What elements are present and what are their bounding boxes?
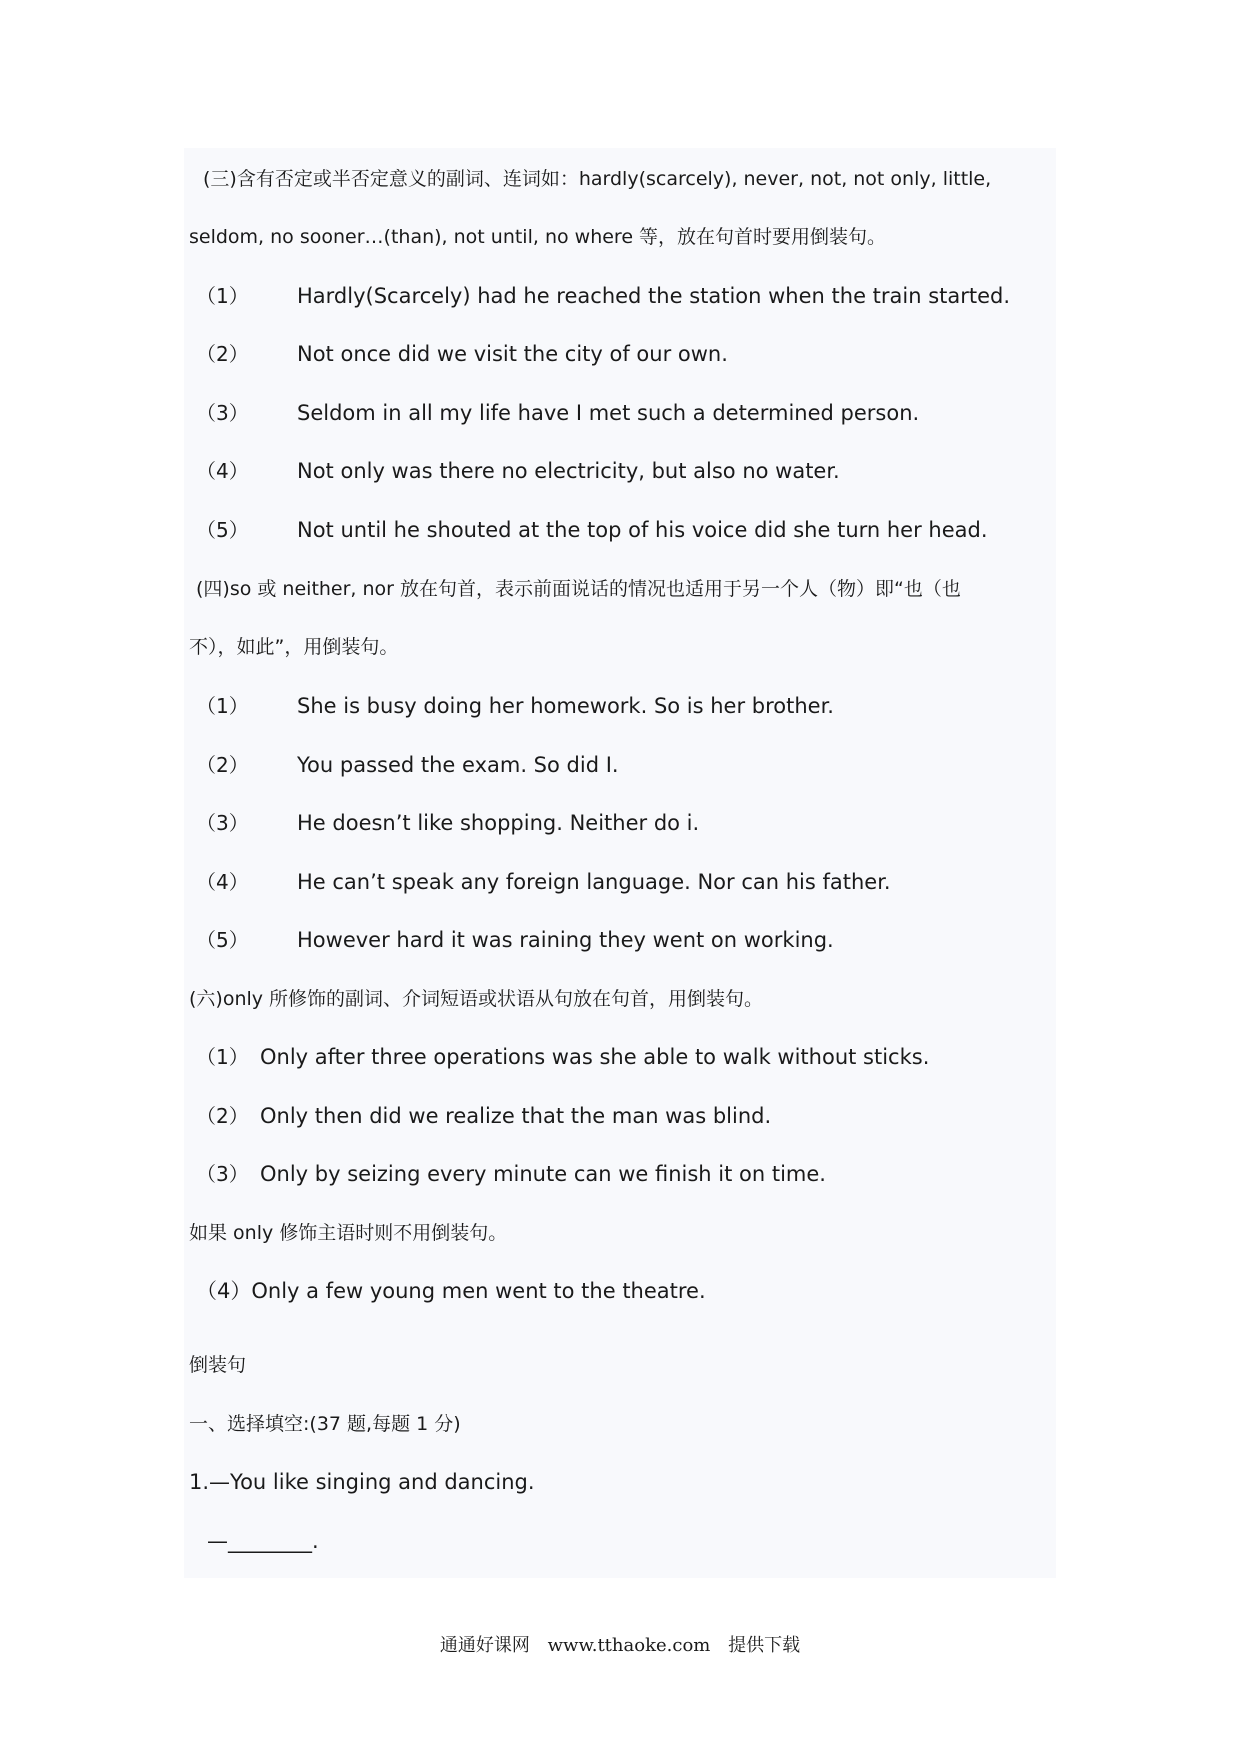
exercise-title: 倒装句: [189, 1354, 247, 1376]
only-subject-note: 如果 only 修饰主语时则不用倒装句。: [189, 1222, 508, 1244]
footer-download-text: 提供下载: [728, 1635, 801, 1656]
example-sentence: He can’t speak any foreign language. Nor can his father.: [297, 870, 891, 894]
example-number: （2）: [196, 753, 249, 777]
example-sentence: Only then did we realize that the man was blind.: [260, 1104, 772, 1128]
example-sentence: He doesn’t like shopping. Neither do i.: [297, 811, 700, 835]
example-number: （3）: [196, 401, 249, 425]
footer-url: www.tthaoke.com: [547, 1635, 711, 1656]
example-number: （5）: [196, 518, 249, 542]
example-number: （2）: [196, 1104, 249, 1128]
exercise-part-heading: 一、选择填空:(37 题,每题 1 分): [189, 1413, 461, 1435]
example-sentence-4: （4）Only a few young men went to the theatre.: [196, 1279, 706, 1303]
example-sentence: However hard it was raining they went on working.: [297, 928, 834, 952]
example-sentence: Only after three operations was she able to walk without sticks.: [260, 1045, 930, 1069]
example-number: （1）: [196, 694, 249, 718]
section3-heading-line1: (三)含有否定或半否定意义的副词、连词如：hardly(scarcely), never, not, not only, little,: [203, 168, 992, 190]
question-1-prompt: 1.—You like singing and dancing.: [189, 1470, 535, 1494]
example-sentence: Not until he shouted at the top of his voice did she turn her head.: [297, 518, 988, 542]
example-number: （5）: [196, 928, 249, 952]
section3-heading-line2: seldom, no sooner…(than), not until, no where 等，放在句首时要用倒装句。: [189, 226, 887, 248]
example-sentence: She is busy doing her homework. So is her brother.: [297, 694, 834, 718]
example-number: （4）: [196, 870, 249, 894]
example-sentence: You passed the exam. So did I.: [297, 753, 619, 777]
example-number: （3）: [196, 1162, 249, 1186]
example-sentence: Hardly(Scarcely) had he reached the station when the train started.: [297, 284, 1011, 308]
example-number: （1）: [196, 284, 249, 308]
section6-heading: (六)only 所修饰的副词、介词短语或状语从句放在句首，用倒装句。: [189, 988, 764, 1010]
example-sentence: Only by seizing every minute can we finish it on time.: [260, 1162, 826, 1186]
example-number: （2）: [196, 342, 249, 366]
section4-heading-line2: 不），如此”，用倒装句。: [189, 636, 399, 658]
example-sentence: Not once did we visit the city of our own.: [297, 342, 728, 366]
example-sentence: Seldom in all my life have I met such a determined person.: [297, 401, 920, 425]
page-footer: [0, 1633, 1240, 1659]
example-sentence: Not only was there no electricity, but also no water.: [297, 459, 840, 483]
question-1-answer-blank: —________.: [207, 1529, 319, 1553]
example-number: （1）: [196, 1045, 249, 1069]
example-number: （4）: [196, 459, 249, 483]
example-number: （3）: [196, 811, 249, 835]
section4-heading-line1: (四)so 或 neither, nor 放在句首，表示前面说话的情况也适用于另一个人（物）即“也（也: [196, 578, 961, 600]
footer-site-name: 通通好课网: [439, 1635, 530, 1656]
